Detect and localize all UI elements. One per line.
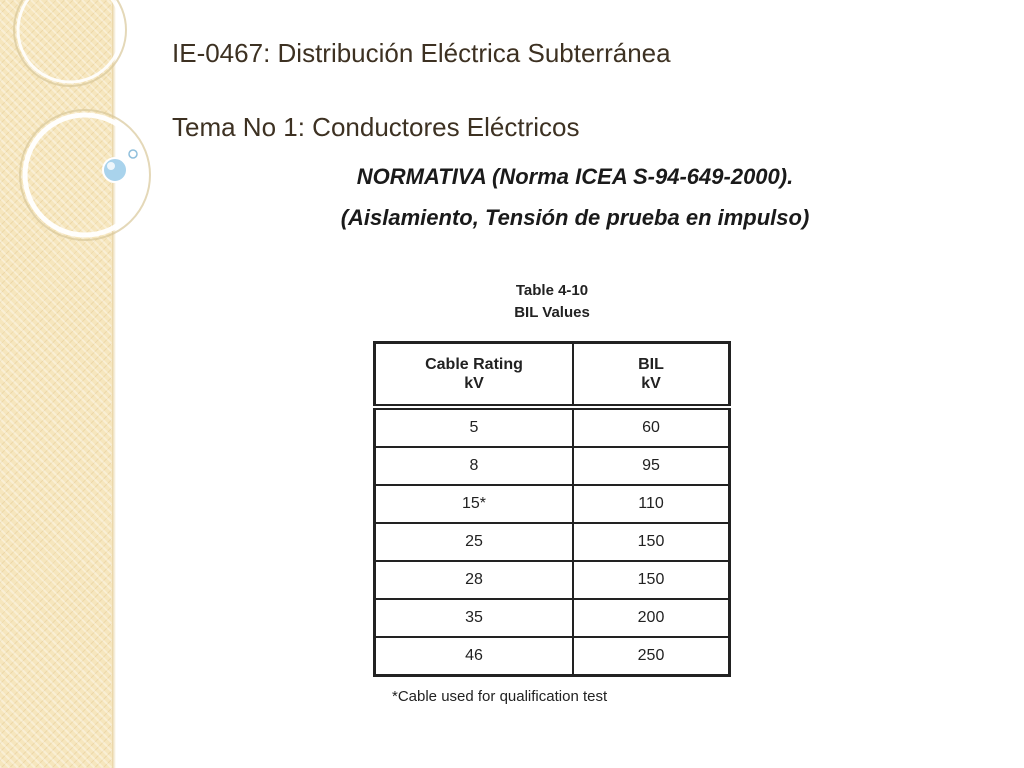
table-row <box>375 485 730 523</box>
header-bil-label: BIL <box>638 356 664 373</box>
subtitle-standard: NORMATIVA (Norma ICEA S-94-649-2000). <box>356 164 794 189</box>
slide-title-course: IE-0467: Distribución Eléctrica Subterránea <box>172 38 671 68</box>
cell-cable-rating: 35 <box>375 599 574 637</box>
table-caption-title: BIL Values <box>514 304 590 321</box>
table-row <box>375 561 730 599</box>
cell-cable-rating: 28 <box>375 561 574 599</box>
bil-values-table <box>373 341 731 677</box>
table-header-row <box>375 343 730 408</box>
cell-bil: 200 <box>573 599 730 637</box>
cell-bil: 95 <box>573 447 730 485</box>
table-row <box>375 637 730 676</box>
cell-cable-rating: 46 <box>375 637 574 676</box>
cell-cable-rating: 25 <box>375 523 574 561</box>
table-row <box>375 523 730 561</box>
subtitle-description: (Aislamiento, Tensión de prueba en impulso) <box>340 205 810 230</box>
cell-cable-rating: 5 <box>375 407 574 447</box>
header-cable-rating-label: Cable Rating <box>425 356 523 373</box>
cell-cable-rating: 8 <box>375 447 574 485</box>
table-footnote: *Cable used for qualification test <box>392 688 608 705</box>
slide-title-topic: Tema No 1: Conductores Eléctricos <box>172 112 580 142</box>
cell-bil: 250 <box>573 637 730 676</box>
cell-bil: 60 <box>573 407 730 447</box>
table-row <box>375 599 730 637</box>
cell-bil: 110 <box>573 485 730 523</box>
header-cable-rating <box>375 343 574 408</box>
table-caption-number: Table 4-10 <box>515 282 589 299</box>
header-cable-rating-unit: kV <box>464 375 484 392</box>
header-bil <box>573 343 730 408</box>
table-row <box>375 407 730 447</box>
cell-bil: 150 <box>573 561 730 599</box>
cell-cable-rating: 15* <box>375 485 574 523</box>
cell-bil: 150 <box>573 523 730 561</box>
decorative-ring-top-shadow <box>14 0 126 86</box>
decorative-ring-top <box>18 0 122 82</box>
bubble-small-icon <box>129 150 137 158</box>
table-row <box>375 447 730 485</box>
header-bil-unit: kV <box>641 375 661 392</box>
